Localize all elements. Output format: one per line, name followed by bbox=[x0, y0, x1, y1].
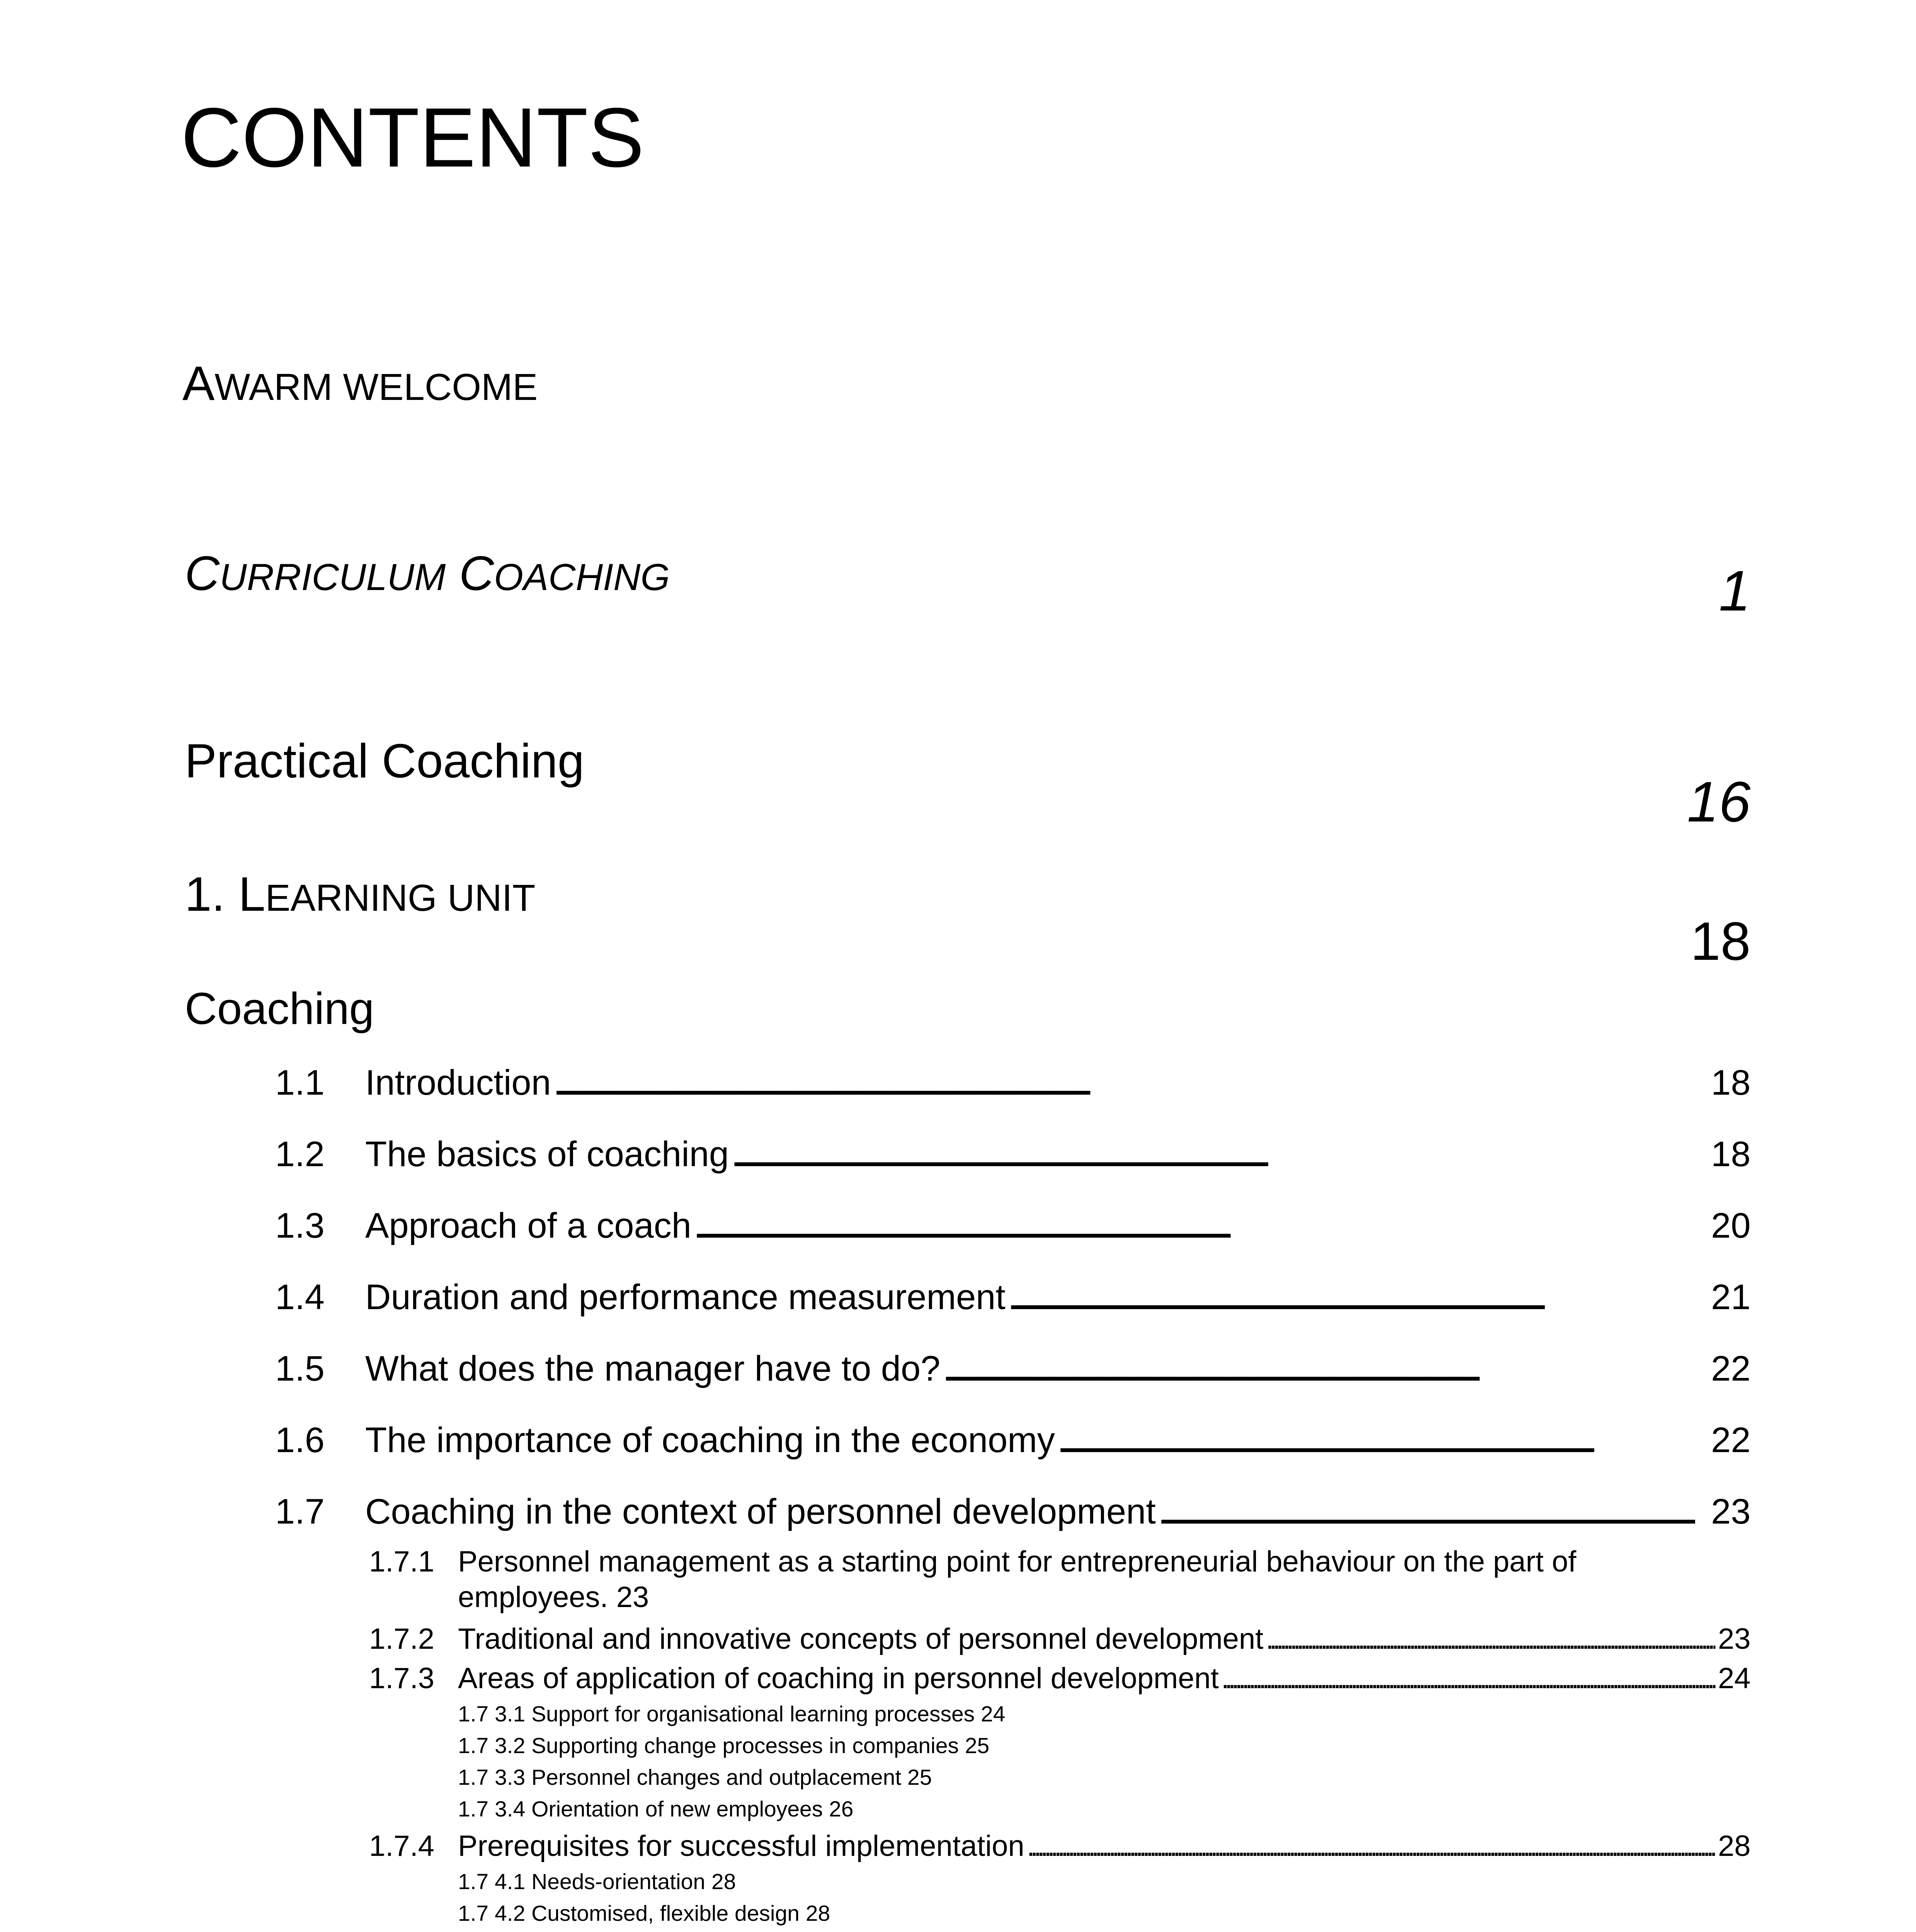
toc-leader bbox=[1221, 1662, 1716, 1695]
toc-page: 23 bbox=[1711, 1492, 1751, 1531]
toc-num: 1.2 bbox=[275, 1134, 325, 1174]
toc-page: 22 bbox=[1711, 1420, 1751, 1460]
curriculum-rest-2: OACHING bbox=[494, 556, 670, 598]
curriculum-initial-2: C bbox=[459, 547, 494, 600]
toc-title: Coaching in the context of personnel development bbox=[365, 1492, 1156, 1531]
toc-num: 1.5 bbox=[275, 1349, 325, 1388]
toc-num: 1.1 bbox=[275, 1063, 325, 1102]
heading-welcome bbox=[182, 359, 538, 408]
toc-page: 24 bbox=[1718, 1662, 1751, 1695]
toc-page: 18 bbox=[1711, 1063, 1751, 1102]
toc-title: The importance of coaching in the economy bbox=[365, 1420, 1055, 1460]
toc-num: 1.7 bbox=[275, 1492, 325, 1531]
toc-title: Traditional and innovative concepts of personnel development bbox=[458, 1622, 1264, 1655]
toc-row-1-7-3-4[interactable]: 1.7 3.4 Orientation of new employees 26 bbox=[458, 1797, 854, 1821]
unit1-prefix: 1. bbox=[185, 867, 238, 921]
toc-title: Introduction bbox=[365, 1063, 551, 1102]
toc-page: 18 bbox=[1711, 1134, 1751, 1174]
toc-row-1-2[interactable] bbox=[275, 1134, 1751, 1175]
toc-title: What does the manager have to do? bbox=[365, 1349, 941, 1388]
heading-unit-1 bbox=[185, 867, 536, 921]
heading-practical: Practical Coaching bbox=[185, 735, 584, 788]
toc-leader bbox=[1008, 1277, 1709, 1318]
toc-page: 22 bbox=[1711, 1349, 1751, 1388]
toc-row-1-7-3[interactable] bbox=[369, 1662, 1751, 1695]
toc-num: 1.7.1 bbox=[369, 1545, 435, 1578]
toc-row-1-7[interactable] bbox=[275, 1492, 1751, 1532]
toc-row-1-5[interactable] bbox=[275, 1349, 1751, 1389]
curriculum-page: 1 bbox=[1719, 559, 1751, 623]
toc-row-1-6[interactable] bbox=[275, 1420, 1751, 1461]
toc-row-1-7-3-1[interactable]: 1.7 3.1 Support for organisational learning processes 24 bbox=[458, 1702, 1006, 1726]
toc-page: 20 bbox=[1711, 1206, 1751, 1245]
heading-curriculum bbox=[185, 549, 670, 598]
toc-row-1-1[interactable] bbox=[275, 1063, 1751, 1103]
toc-row-1-7-4[interactable] bbox=[369, 1829, 1751, 1863]
toc-title-line-1: Personnel management as a starting point for entrepreneurial behaviour on the part of bbox=[458, 1545, 1577, 1578]
toc-num: 1.4 bbox=[275, 1277, 325, 1317]
toc-row-1-7-1[interactable] bbox=[369, 1547, 1576, 1577]
welcome-rest: WARM WELCOME bbox=[214, 366, 538, 408]
toc-page: 28 bbox=[1718, 1830, 1751, 1862]
toc-title: Approach of a coach bbox=[365, 1206, 691, 1245]
toc-leader bbox=[1057, 1420, 1709, 1461]
toc-row-1-7-3-2[interactable]: 1.7 3.2 Supporting change processes in companies 25 bbox=[458, 1733, 990, 1758]
welcome-initial: A bbox=[182, 357, 215, 410]
toc-title: Prerequisites for successful implementation bbox=[458, 1830, 1024, 1862]
toc-title: Duration and performance measurement bbox=[365, 1277, 1006, 1317]
toc-row-1-7-3-3[interactable]: 1.7 3.3 Personnel changes and outplacement 25 bbox=[458, 1765, 932, 1790]
toc-leader bbox=[943, 1349, 1708, 1389]
unit1-subtitle: Coaching bbox=[185, 983, 374, 1034]
toc-row-1-3[interactable] bbox=[275, 1206, 1751, 1246]
toc-leader bbox=[553, 1063, 1709, 1103]
toc-num: 1.7.3 bbox=[369, 1662, 435, 1695]
toc-leader bbox=[1158, 1492, 1709, 1532]
curriculum-rest-1: URRICULUM bbox=[220, 556, 446, 598]
toc-num: 1.7.2 bbox=[369, 1622, 435, 1655]
toc-row-1-7-1-continuation: employees. 23 bbox=[458, 1581, 649, 1614]
toc-leader bbox=[1027, 1829, 1716, 1863]
unit1-rest: EARNING UNIT bbox=[265, 877, 536, 919]
toc-page: 23 bbox=[1718, 1622, 1751, 1655]
practical-page: 16 bbox=[1687, 770, 1751, 834]
toc-row-1-7-2[interactable] bbox=[369, 1622, 1751, 1656]
toc-row-1-4[interactable] bbox=[275, 1277, 1751, 1318]
unit1-initial: L bbox=[238, 867, 265, 921]
toc-leader bbox=[1266, 1622, 1715, 1656]
unit1-page: 18 bbox=[1690, 911, 1751, 971]
toc-num: 1.7.4 bbox=[369, 1830, 435, 1862]
toc-row-1-7-4-1[interactable]: 1.7 4.1 Needs-orientation 28 bbox=[458, 1869, 736, 1894]
toc-title: The basics of coaching bbox=[365, 1134, 729, 1174]
curriculum-initial-1: C bbox=[185, 547, 220, 600]
toc-num: 1.6 bbox=[275, 1420, 325, 1460]
toc-row-1-7-4-2[interactable]: 1.7 4.2 Customised, flexible design 28 bbox=[458, 1901, 830, 1926]
toc-num: 1.3 bbox=[275, 1206, 325, 1245]
toc-page: 21 bbox=[1711, 1277, 1751, 1317]
toc-leader bbox=[731, 1134, 1709, 1175]
toc-leader bbox=[694, 1206, 1709, 1246]
toc-title: Areas of application of coaching in personnel development bbox=[458, 1662, 1219, 1695]
page-title: CONTENTS bbox=[181, 91, 644, 185]
